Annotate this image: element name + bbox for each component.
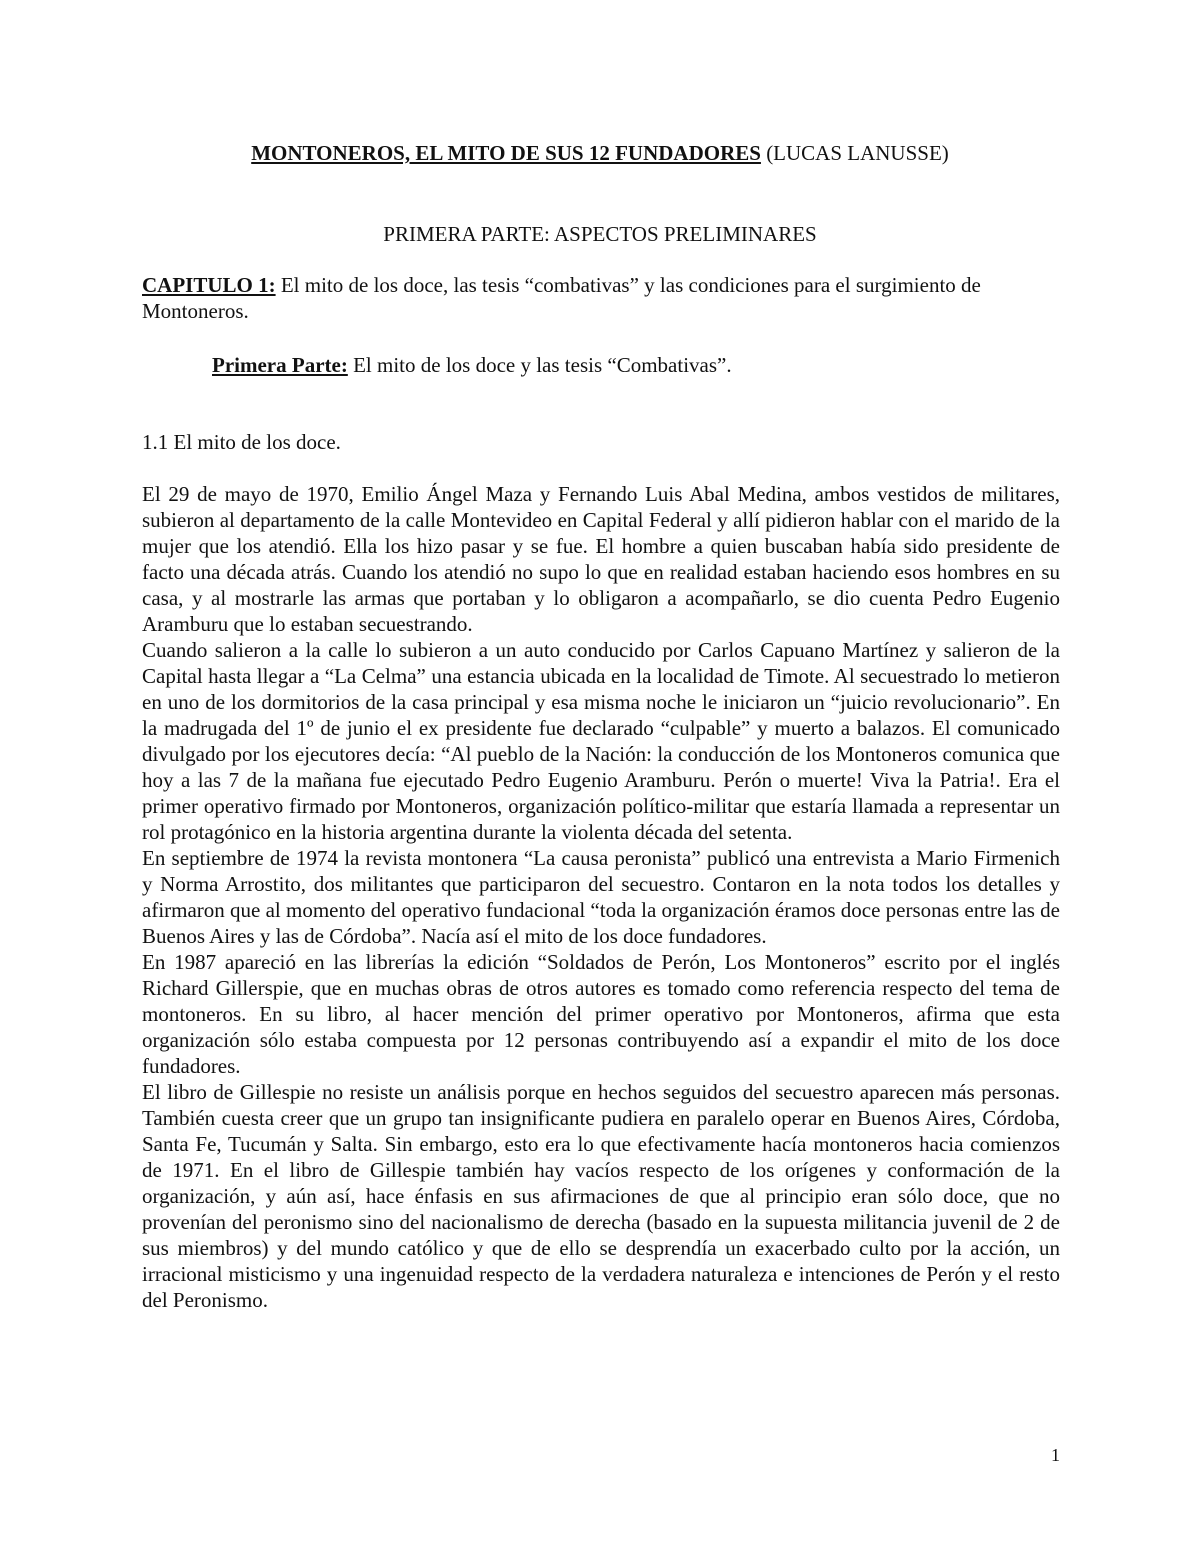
section-heading: 1.1 El mito de los doce. bbox=[142, 430, 341, 454]
body-paragraph: El 29 de mayo de 1970, Emilio Ángel Maza y Fernando Luis Abal Medina, ambos vestidos de militares, subieron al departamento de la calle Montevideo en Capital Federal y allí pidieron hablar con el marido de la mujer que los atendió. Ella los hizo pasar y se fue. El hombre a quien buscaban había sido presidente de facto una década atrás. Cuando los atendió no supo lo que en realidad estaban haciendo esos hombres en su casa, y al mostrarle las armas que portaban y lo obligaron a acompañarlo, se dio cuenta Pedro Eugenio Aramburu que lo estaban secuestrando. bbox=[142, 482, 1060, 636]
document-title bbox=[0, 140, 1200, 166]
body-paragraph: En 1987 apareció en las librerías la edición “Soldados de Perón, Los Montoneros” escrito por el inglés Richard Gillerspie, que en muchas obras de otros autores es tomado como referencia respecto del tema de montoneros. En su libro, al hacer mención del primer operativo por Montoneros, afirma que esta organización sólo estaba compuesta por 12 personas contribuyendo así a expandir el mito de los doce fundadores. bbox=[142, 950, 1060, 1078]
part-text: El mito de los doce y las tesis “Combativas”. bbox=[347, 353, 732, 377]
page-number: 1 bbox=[1051, 1445, 1060, 1465]
body-paragraph: Cuando salieron a la calle lo subieron a un auto conducido por Carlos Capuano Martínez y salieron de la Capital hasta llegar a “La Celma” una estancia ubicada en la localidad de Timote. Al secuestrado lo metieron en uno de los dormitorios de la casa principal y esa misma noche le iniciaron un “juicio revolucionario”. En la madrugada del 1º de junio el ex presidente fue declarado “culpable” y muerto a balazos. El comunicado divulgado por los ejecutores decía: “Al pueblo de la Nación: la conducción de los Montoneros comunica que hoy a las 7 de la mañana fue ejecutado Pedro Eugenio Aramburu. Perón o muerte! Viva la Patria!. Era el primer operativo firmado por Montoneros, organización político-militar que estaría llamada a representar un rol protagónico en la historia argentina durante la violenta década del setenta. bbox=[142, 638, 1060, 844]
chapter-label: CAPITULO 1: bbox=[142, 273, 276, 297]
chapter-text: El mito de los doce, las tesis “combativas” y las condiciones para el surgimiento de Montoneros. bbox=[142, 273, 981, 323]
body-paragraph: En septiembre de 1974 la revista montonera “La causa peronista” publicó una entrevista a Mario Firmenich y Norma Arrostito, dos militantes que participaron del secuestro. Contaron en la nota todos los detalles y afirmaron que al momento del operativo fundacional “toda la organización éramos doce personas entre las de Buenos Aires y las de Córdoba”. Nacía así el mito de los doce fundadores. bbox=[142, 846, 1061, 948]
chapter-heading bbox=[142, 272, 1060, 324]
document-body bbox=[142, 481, 1060, 1313]
document-title-author: (LUCAS LANUSSE) bbox=[760, 141, 949, 165]
part-heading bbox=[212, 352, 1060, 378]
body-paragraph: El libro de Gillespie no resiste un análisis porque en hechos seguidos del secuestro aparecen más personas. También cuesta creer que un grupo tan insignificante pudiera en paralelo operar en Buenos Aires, Córdoba, Santa Fe, Tucumán y Salta. Sin embargo, esto era lo que efectivamente hacía montoneros hacia comienzos de 1971. En el libro de Gillespie también hay vacíos respecto de los orígenes y conformación de la organización, y aún así, hace énfasis en sus afirmaciones de que al principio eran sólo doce, que no provenían del peronismo sino del nacionalismo de derecha (basado en la supuesta militancia juvenil de 2 de sus miembros) y del mundo católico y que de ello se desprendía un exacerbado culto por la acción, un irracional misticismo y una ingenuidad respecto de la verdadera naturaleza e intenciones de Perón y el resto del Peronismo. bbox=[142, 1080, 1060, 1312]
part-label: Primera Parte: bbox=[212, 353, 348, 377]
document-subtitle: PRIMERA PARTE: ASPECTOS PRELIMINARES bbox=[383, 222, 817, 246]
document-title-main: MONTONEROS, EL MITO DE SUS 12 FUNDADORES bbox=[251, 141, 761, 165]
